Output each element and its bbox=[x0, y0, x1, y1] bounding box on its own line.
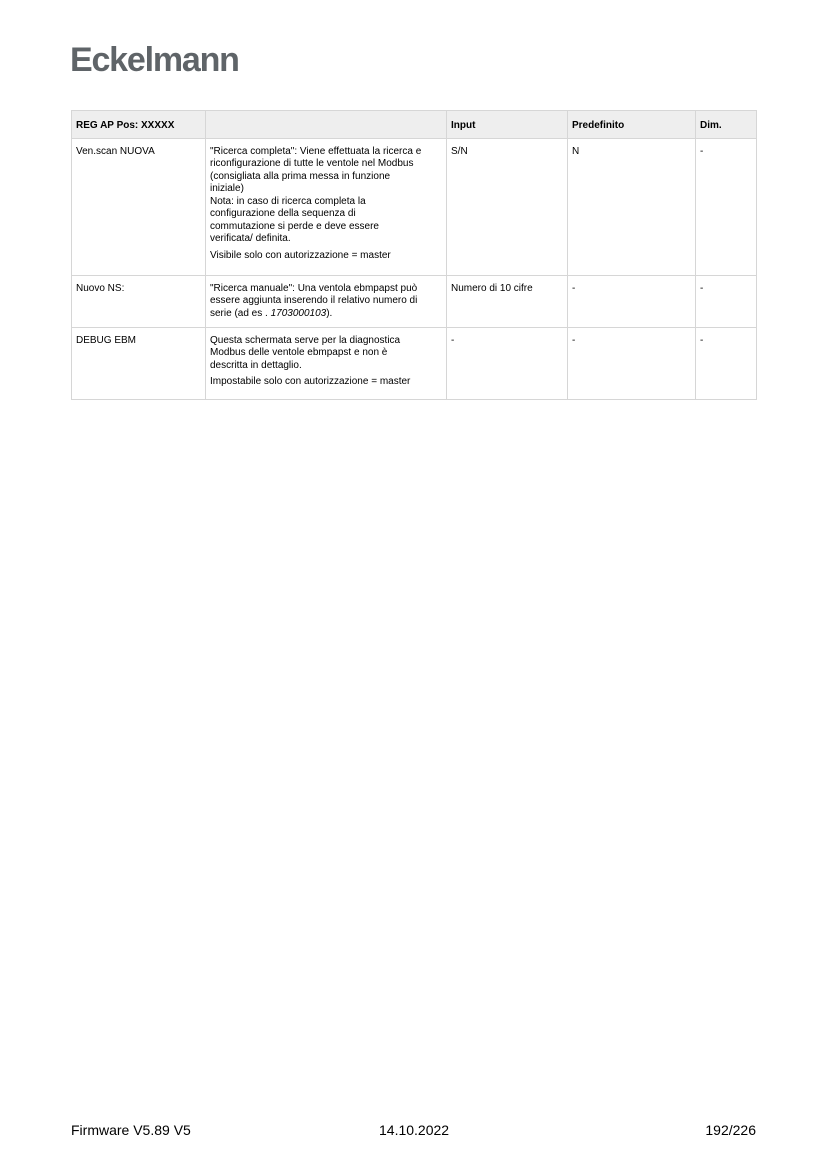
parameter-input: S/N bbox=[447, 138, 568, 275]
parameter-name: DEBUG EBM bbox=[72, 327, 206, 399]
serial-number-example: 1703000103 bbox=[270, 307, 327, 319]
description-note: Visibile solo con autorizzazione = master bbox=[210, 249, 391, 261]
parameter-description bbox=[206, 327, 447, 399]
table-header-row bbox=[72, 111, 757, 139]
column-header-default: Predefinito bbox=[568, 111, 696, 139]
company-logo: Eckelmann bbox=[70, 41, 239, 79]
parameter-dim: - bbox=[696, 327, 757, 399]
parameter-table bbox=[71, 110, 757, 400]
parameter-dim: - bbox=[696, 275, 757, 327]
parameter-name: Ven.scan NUOVA bbox=[72, 138, 206, 275]
description-text: Questa schermata serve per la diagnostica Modbus delle ventole ebmpapst e non è descritta in dettaglio. bbox=[210, 334, 401, 371]
footer-page-number: 192/226 bbox=[705, 1122, 756, 1138]
column-header-parameter: REG AP Pos: XXXXX bbox=[72, 111, 206, 139]
parameter-default: - bbox=[568, 275, 696, 327]
description-text-part: ). bbox=[326, 307, 333, 319]
parameter-default: - bbox=[568, 327, 696, 399]
description-text: "Ricerca completa": Viene effettuata la ricerca e riconfigurazione di tutte le ventole nel Modbus (consigliata alla prima messa in funzione iniziale) Nota: in caso di ricerca completa la configurazione della sequenza di commutazione si perde e deve essere verificata/ definita. bbox=[210, 145, 422, 244]
description-note: Impostabile solo con autorizzazione = master bbox=[210, 376, 411, 387]
parameter-default: N bbox=[568, 138, 696, 275]
parameter-name: Nuovo NS: bbox=[72, 275, 206, 327]
parameter-description bbox=[206, 138, 447, 275]
column-header-dim: Dim. bbox=[696, 111, 757, 139]
description-text-part: "Ricerca manuale": Una ventola ebmpapst può essere aggiunta inserendo il relativo numero di serie (ad es . bbox=[210, 282, 418, 319]
table-row bbox=[72, 275, 757, 327]
description-text bbox=[210, 283, 442, 321]
parameter-description bbox=[206, 275, 447, 327]
table-row bbox=[72, 138, 757, 275]
footer-date: 14.10.2022 bbox=[379, 1122, 450, 1138]
parameter-dim: - bbox=[696, 138, 757, 275]
column-header-input: Input bbox=[447, 111, 568, 139]
footer-firmware-version: Firmware V5.89 V5 bbox=[71, 1122, 191, 1138]
parameter-input: Numero di 10 cifre bbox=[447, 275, 568, 327]
table-row bbox=[72, 327, 757, 399]
parameter-input: - bbox=[447, 327, 568, 399]
column-header-description bbox=[206, 111, 447, 139]
